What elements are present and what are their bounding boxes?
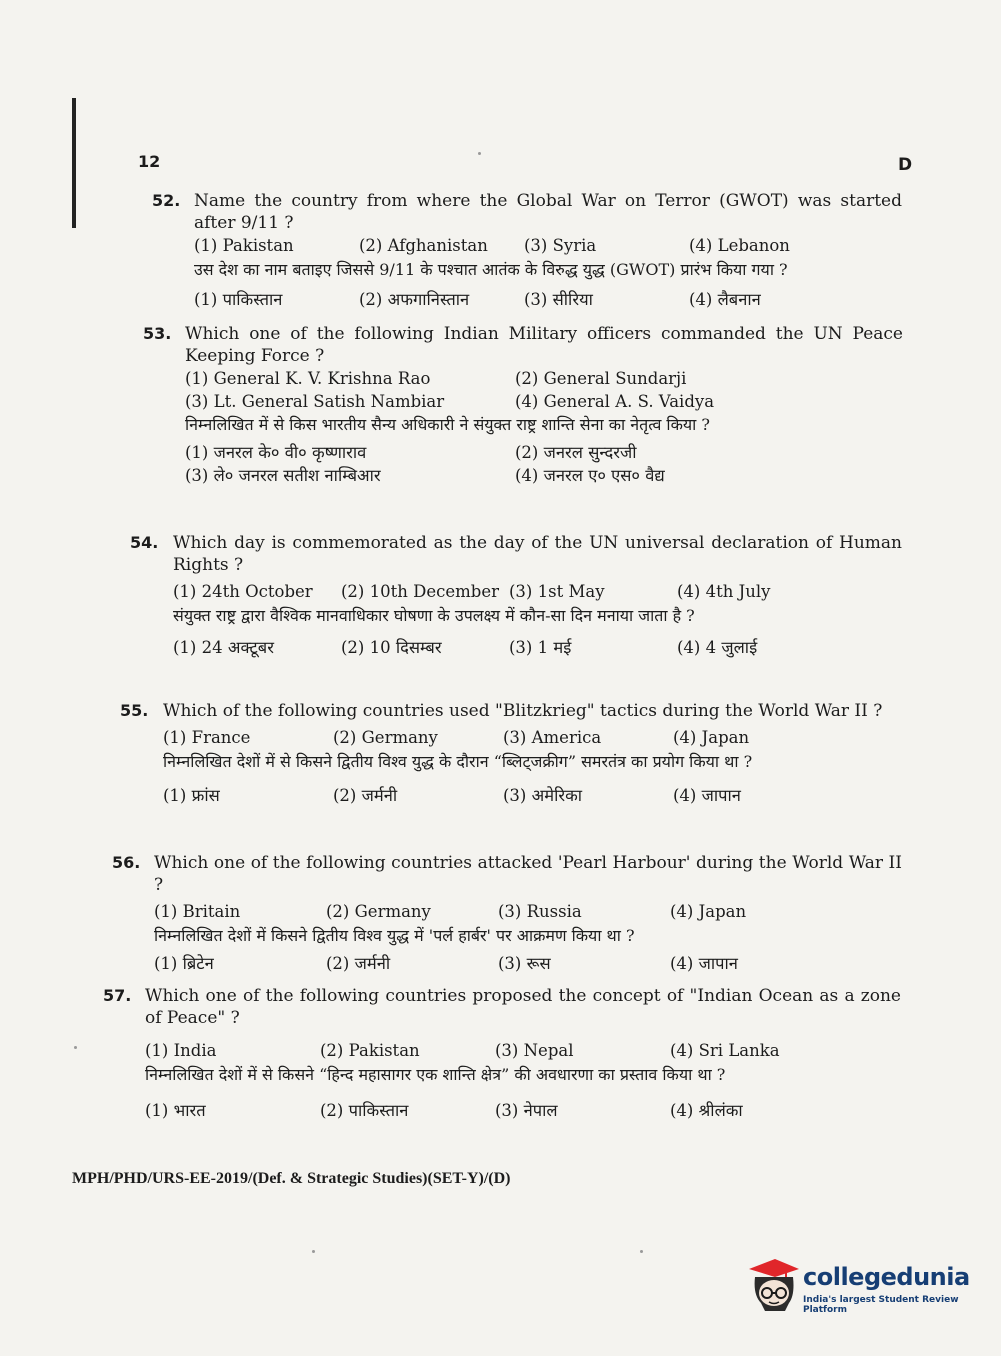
option-2: (2) अफगानिस्तान	[359, 290, 470, 309]
option-1: (1) General K. V. Krishna Rao	[185, 369, 431, 388]
option-3: (3) Syria	[524, 236, 597, 255]
question-number: 52.	[152, 191, 181, 210]
question-text-hi: उस देश का नाम बताइए जिससे 9/11 के पश्चात आतंक के विरुद्ध युद्ध (GWOT) प्रारंभ किया गया ?	[194, 260, 788, 279]
option-4: (4) Japan	[670, 902, 747, 921]
option-2: (2) Pakistan	[320, 1041, 420, 1060]
option-1: (1) ब्रिटेन	[154, 954, 214, 973]
option-1: (1) पाकिस्तान	[194, 290, 283, 309]
option-2: (2) Germany	[333, 728, 438, 747]
question-text-en: Which one of the following countries proposed the concept of "Indian Ocean as a zone of Peace" ?	[145, 986, 901, 1028]
option-1: (1) भारत	[145, 1101, 206, 1120]
option-2: (2) 10 दिसम्बर	[341, 638, 442, 657]
option-2: (2) Germany	[326, 902, 431, 921]
options-hi	[154, 952, 902, 976]
question-53	[143, 323, 903, 487]
options-en	[154, 900, 902, 924]
question-52	[152, 190, 902, 312]
option-4: (4) जापान	[670, 954, 738, 973]
options-hi	[194, 288, 902, 312]
options-en	[194, 234, 902, 258]
question-54	[130, 532, 902, 660]
option-2: (2) जर्मनी	[326, 954, 391, 973]
question-number: 56.	[112, 853, 141, 872]
option-4: (4) 4th July	[677, 582, 771, 601]
option-1: (1) India	[145, 1041, 217, 1060]
set-letter: D	[898, 155, 913, 175]
options-en	[173, 580, 902, 604]
question-number: 53.	[143, 324, 172, 343]
option-3: (3) रूस	[498, 954, 551, 973]
page-number: 12	[138, 152, 161, 171]
question-text-hi: निम्नलिखित में से किस भारतीय सैन्य अधिकारी ने संयुक्त राष्ट्र शान्ति सेना का नेतृत्व किया ?	[185, 415, 710, 434]
option-2: (2) Afghanistan	[359, 236, 488, 255]
question-number: 57.	[103, 986, 132, 1005]
question-text-hi: निम्नलिखित देशों में से किसने “हिन्द महासागर एक शान्ति क्षेत्र” की अवधारणा का प्रस्ताव किया था ?	[145, 1065, 726, 1084]
option-3: (3) 1 मई	[509, 638, 572, 657]
option-1: (1) Britain	[154, 902, 241, 921]
collegedunia-logo	[745, 1255, 975, 1315]
option-3: (3) नेपाल	[495, 1101, 558, 1120]
options-hi	[163, 784, 902, 808]
question-text-hi: निम्नलिखित देशों में किसने द्वितीय विश्व युद्ध में 'पर्ल हार्बर' पर आक्रमण किया था ?	[154, 926, 635, 945]
options-en	[145, 1039, 901, 1063]
option-1: (1) 24th October	[173, 582, 313, 601]
option-4: (4) General A. S. Vaidya	[515, 392, 715, 411]
question-text-hi: संयुक्त राष्ट्र द्वारा वैश्विक मानवाधिकार घोषणा के उपलक्ष्य में कौन-सा दिन मनाया जाता है ?	[173, 606, 695, 625]
option-3: (3) Nepal	[495, 1041, 574, 1060]
option-4: (4) 4 जुलाई	[677, 638, 758, 657]
mascot-icon	[745, 1255, 801, 1313]
scan-speck	[74, 1046, 77, 1049]
scan-speck	[312, 1250, 315, 1253]
question-text-en: Which day is commemorated as the day of the UN universal declaration of Human Rights ?	[173, 533, 902, 575]
paper-code-footer: MPH/PHD/URS-EE-2019/(Def. & Strategic Studies)(SET-Y)/(D)	[72, 1170, 511, 1187]
option-4: (4) जनरल ए० एस० वैद्य	[515, 466, 665, 485]
logo-tagline: India's largest Student Review Platform	[803, 1295, 959, 1315]
logo-wordmark: collegedunia	[803, 1263, 970, 1291]
question-text-en: Which one of the following countries attacked 'Pearl Harbour' during the World War II ?	[154, 853, 902, 895]
options-hi	[173, 636, 902, 660]
option-2: (2) 10th December	[341, 582, 499, 601]
option-3: (3) अमेरिका	[503, 786, 583, 805]
question-text-en: Which of the following countries used "Blitzkrieg" tactics during the World War II ?	[163, 701, 883, 721]
option-3: (3) सीरिया	[524, 290, 593, 309]
option-2: (2) जर्मनी	[333, 786, 398, 805]
option-4: (4) जापान	[673, 786, 741, 805]
question-number: 54.	[130, 533, 159, 552]
option-1: (1) फ्रांस	[163, 786, 220, 805]
question-text-hi: निम्नलिखित देशों में से किसने द्वितीय विश्व युद्ध के दौरान “ब्लिट्जक्रीग” समरतंत्र का प्रयोग किया था ?	[163, 752, 753, 771]
option-3: (3) Lt. General Satish Nambiar	[185, 392, 445, 411]
question-text-en: Name the country from where the Global War on Terror (GWOT) was started after 9/11 ?	[194, 191, 902, 233]
option-3: (3) 1st May	[509, 582, 605, 601]
question-55	[120, 700, 902, 808]
scan-speck	[640, 1250, 643, 1253]
option-1: (1) Pakistan	[194, 236, 294, 255]
option-2: (2) जनरल सुन्दरजी	[515, 443, 637, 462]
option-4: (4) Lebanon	[689, 236, 790, 255]
option-4: (4) Japan	[673, 728, 750, 747]
options-en	[163, 726, 902, 750]
margin-line	[72, 98, 76, 228]
option-1: (1) जनरल के० वी० कृष्णाराव	[185, 443, 367, 462]
question-text-en: Which one of the following Indian Military officers commanded the UN Peace Keeping Force ?	[185, 324, 903, 366]
option-1: (1) France	[163, 728, 251, 747]
option-3: (3) ले० जनरल सतीश नाम्बिआर	[185, 466, 381, 485]
option-2: (2) General Sundarji	[515, 369, 687, 388]
option-2: (2) पाकिस्तान	[320, 1101, 409, 1120]
option-3: (3) America	[503, 728, 602, 747]
option-4: (4) लैबनान	[689, 290, 761, 309]
options-en	[185, 367, 903, 413]
scan-speck	[478, 152, 481, 155]
option-4: (4) श्रीलंका	[670, 1101, 743, 1120]
question-56	[112, 852, 902, 976]
options-hi	[185, 441, 903, 487]
question-57	[103, 985, 901, 1123]
question-number: 55.	[120, 701, 149, 720]
option-4: (4) Sri Lanka	[670, 1041, 780, 1060]
option-1: (1) 24 अक्टूबर	[173, 638, 274, 657]
options-hi	[145, 1099, 901, 1123]
option-3: (3) Russia	[498, 902, 582, 921]
